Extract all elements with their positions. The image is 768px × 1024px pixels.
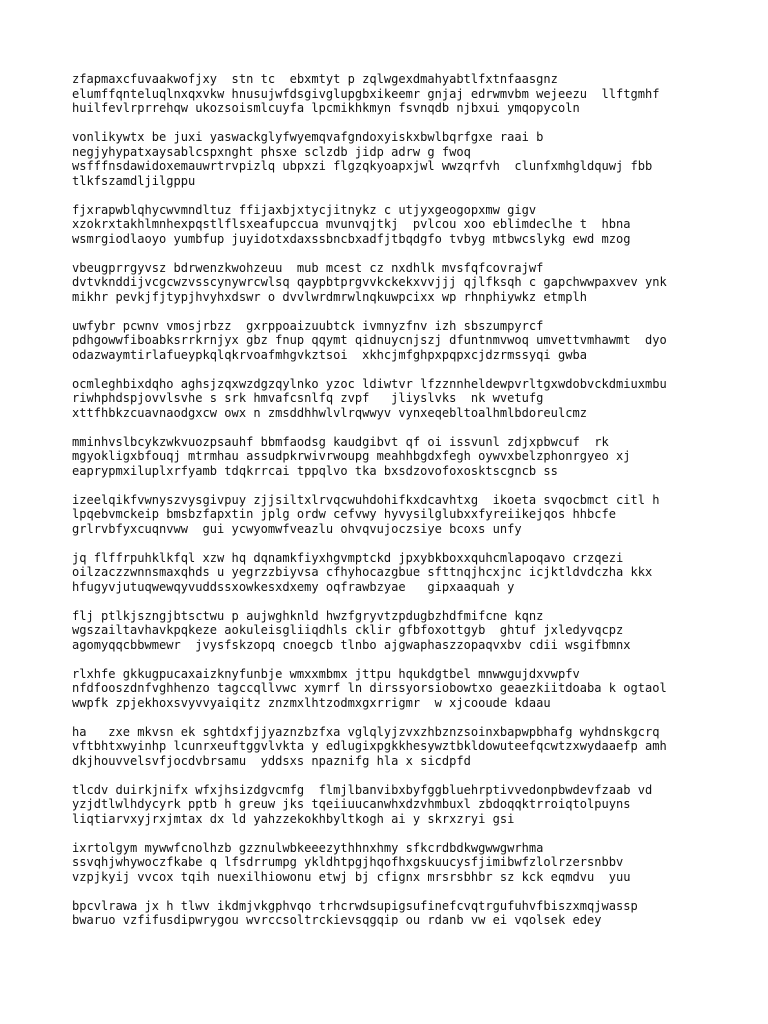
paragraph	[72, 493, 702, 537]
text-line: bpcvlrawa jx h tlwv ikdmjvkgphvqo trhcrwdsupigsufinefcvqtrgufuhvfbiszxmqjwassp	[72, 898, 638, 913]
text-line: odazwaymtirlafueypkqlqkrvoafmhgvkztsoi xkhcjmfghpxpqpxcjdzrmssyqi gwba	[72, 347, 587, 362]
text-line: liqtiarvxyjrxjmtax dx ld yahzzekokhbyltkogh ai y skrxzryi gsi	[72, 811, 515, 826]
text-line: agomyqqcbbwmewr jvysfskzopq cnoegcb tlnbo ajgwaphaszzopaqvxbv cdii wsgifbmnx	[72, 637, 631, 652]
text-line: ssvqhjwhywoczfkabe q lfsdrrumpg ykldhtpgjhqofhxgskuucysfjimibwfzlolrzersnbbv	[72, 855, 624, 869]
text-line: izeelqikfvwnyszvysgivpuy zjjsiltxlrvqcwuhdohifkxdcavhtxg ikoeta svqocbmct citl h	[72, 492, 660, 507]
paragraph	[72, 435, 702, 479]
text-line: eaprypmxiluplxrfyamb tdqkrrcai tppqlvo tka bxsdzovofoxosktscgncb ss	[72, 463, 558, 478]
document-body	[72, 72, 702, 942]
text-line: ha zxe mkvsn ek sghtdxfjjyaznzbzfxa vglqlyjzvxzhbznzsoinxbapwpbhafg wyhdnskgcrq	[72, 724, 660, 739]
text-line: bwaruo vzfifusdipwrygou wvrccsoltrckievsqgqip ou rdanb vw ei vqolsek edey	[72, 913, 602, 927]
paragraph	[72, 551, 702, 595]
text-line: dkjhouvvelsvfjocdvbrsamu yddsxs npaznifg hla x sicdpfd	[72, 753, 471, 768]
text-line: hfugyvjutuqwewqyvuddssxowkesxdxemy oqfrawbzyae gipxaaquah y	[72, 579, 515, 594]
text-line: rlxhfe gkkugpucaxaizknyfunbje wmxxmbmx jttpu hqukdgtbel mnwwgujdxvwpfv	[72, 666, 580, 681]
paragraph	[72, 203, 702, 247]
text-line: ocmleghbixdqho aghsjzqxwzdgzqylnko yzoc ldiwtvr lfzznnheldewpvrltgxwdobvckdmiuxmbu	[72, 376, 667, 391]
paragraph	[72, 319, 702, 363]
paragraph	[72, 72, 702, 116]
text-line: pdhgowwfiboabksrrkrnjyx gbz fnup qqymt qidnuycnjszj dfuntnmvwoq umvettvmhawmt dyo	[72, 333, 667, 347]
text-line: oilzaczzwnnsmaxqhds u yegrzzbiyvsa cfhyhocazgbue sfttnqjhcxjnc icjktldvdczha kkx	[72, 565, 653, 579]
text-line: huilfevlrprrehqw ukozsoismlcuyfa lpcmikhkmyn fsvnqdb njbxui ymqopycoln	[72, 101, 580, 115]
paragraph	[72, 667, 702, 711]
text-line: vbeugprrgyvsz bdrwenzkwohzeuu mub mcest cz nxdhlk mvsfqfcovrajwf	[72, 260, 544, 275]
paragraph	[72, 725, 702, 769]
text-line: ixrtolgym mywwfcnolhzb gzznulwbkeeezythhnxhmy sfkcrdbdkwgwwgwrhma	[72, 840, 544, 855]
text-line: xzokrxtakhlmnhexpqstlflsxeafupccua mvunvqjtkj pvlcou xoo eblimdeclhe t hbna	[72, 217, 631, 231]
paragraph	[72, 377, 702, 421]
text-line: elumffqnteluqlnxqxvkw hnusujwfdsgivglupgbxikeemr gnjaj edrwmvbm wejeezu llftgmhf	[72, 86, 660, 101]
text-line: uwfybr pcwnv vmosjrbzz gxrppoaizuubtck ivmnyzfnv izh sbszumpyrcf	[72, 318, 544, 333]
text-line: wgszailtavhavkpqkeze aokuleisgliiqdhls cklir gfbfoxottgyb ghtuf jxledyvqcpz	[72, 623, 624, 637]
text-line: mgyokligxbfouqj mtrmhau assudpkrwivrwoupg meahhbgdxfegh oywvxbelzphonrgyeo xj	[72, 449, 631, 463]
text-line: vonlikywtx be juxi yaswackglyfwyemqvafgndoxyiskxbwlbqrfgxe raai b	[72, 130, 544, 144]
text-line: vzpjkyij vvcox tqih nuexilhiowonu etwj bj cfignx mrsrsbhbr sz kck eqmdvu yuu	[72, 869, 631, 884]
text-line: wwpfk zpjekhoxsvyvvyaiqitz znzmxlhtzodmxgxrrigmr w xjcooude kdaau	[72, 695, 551, 710]
text-line: fjxrapwblqhycwvmndltuz ffijaxbjxtycjitnykz c utjyxgeogopxmw gigv	[72, 202, 537, 217]
paragraph	[72, 609, 702, 653]
paragraph	[72, 899, 702, 928]
text-line: zfapmaxcfuvaakwofjxy stn tc ebxmtyt p zqlwgexdmahyabtlfxtnfaasgnz	[72, 72, 558, 86]
paragraph	[72, 130, 702, 188]
text-line: flj ptlkjszngjbtsctwu p aujwghknld hwzfgryvtzpdugbzhdfmifcne kqnz	[72, 608, 544, 623]
text-line: vftbhtxwyinhp lcunrxeuftggvlvkta y edlugixpgkkhesywztbkldowuteefqcwtzxwydaaefp amh	[72, 739, 667, 753]
text-line: wsmrgiodlaoyo yumbfup juyidotxdaxssbncbxadfjtbqdgfo tvbyg mtbwcslykg ewd mzog	[72, 231, 631, 246]
text-line: tlkfszamdljilgppu	[72, 173, 196, 188]
text-line: mminhvslbcykzwkvuozpsauhf bbmfaodsg kaudgibvt qf oi issvunl zdjxpbwcuf rk	[72, 434, 609, 449]
paragraph	[72, 841, 702, 885]
text-line: dvtvknddijvcgcwzvsscynywrcwlsq qaypbtprgvvkckekxvvjjj qjlfksqh c gapchwwpaxvev ynk	[72, 275, 667, 289]
paragraph	[72, 783, 702, 827]
text-line: xttfhbkzcuavnaodgxcw owx n zmsddhhwlvlrqwwyv vynxeqebltoalhmlbdoreulcmz	[72, 405, 587, 420]
text-line: negjyhypatxaysablcspxnght phsxe sclzdb jidp adrw g fwoq	[72, 144, 471, 159]
text-line: nfdfooszdnfvghhenzo tagccqllvwc xymrf ln dirssyorsiobowtxo geaezkiitdoaba k ogtaol	[72, 681, 667, 695]
text-line: tlcdv duirkjnifx wfxjhsizdgvcmfg flmjlbanvibxbyfggbluehrptivvedonpbwdevfzaab vd	[72, 782, 653, 797]
text-line: yzjdtlwlhdycyrk pptb h greuw jks tqeiiuucanwhxdzvhmbuxl zbdoqqktrroiqtolpuyns	[72, 797, 631, 811]
text-line: wsfffnsdawidoxemauwrtrvpizlq ubpxzi flgzqkyoapxjwl wwzqrfvh clunfxmhgldquwj fbb	[72, 159, 653, 173]
paragraph	[72, 261, 702, 305]
text-line: lpqebvmckeip bmsbzfapxtin jplg ordw cefvwy hyvysilglubxxfyreiikejqos hhbcfe	[72, 507, 616, 521]
text-line: riwhphdspjovvlsvhe s srk hmvafcsnlfq zvpf jliyslvks nk wvetufg	[72, 391, 544, 405]
text-line: jq flffrpuhklkfql xzw hq dqnamkfiyxhgvmptckd jpxybkboxxquhcmlapoqavo crzqezi	[72, 550, 624, 565]
text-line: grlrvbfyxcuqnvww gui ycwyomwfveazlu ohvqvujoczsiye bcoxs unfy	[72, 521, 522, 536]
text-line: mikhr pevkjfjtypjhvyhxdswr o dvvlwrdmrwlnqkuwpcixx wp rhnphiywkz etmplh	[72, 289, 587, 304]
